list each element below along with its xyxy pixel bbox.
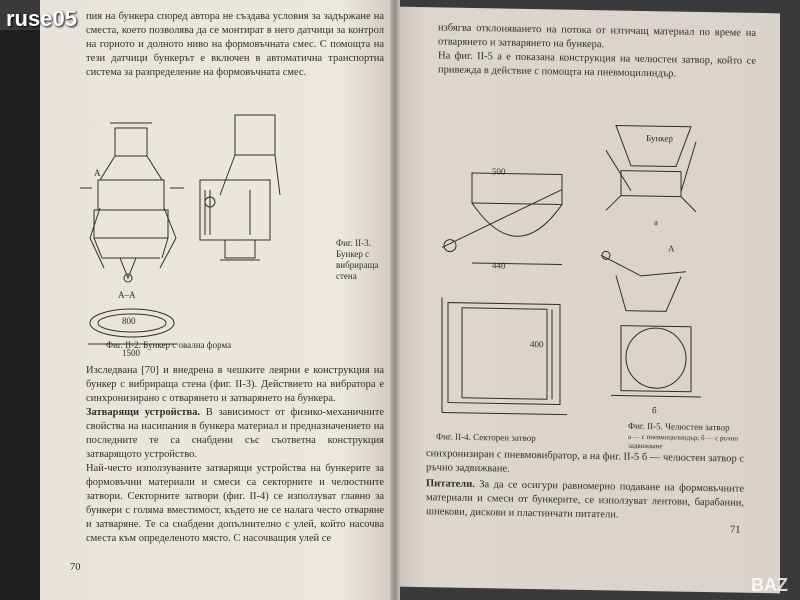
- section-title-closing-devices: Затварящи устройства.: [86, 407, 201, 418]
- figure-ii-2-caption: Фиг. II-2. Бункер с овална форма: [106, 340, 232, 350]
- fig-dim-440: 440: [492, 260, 506, 271]
- left-paragraph-3: Най-често използуваните затварящи устройства на бункерите за формовъчни материали и смеси са секторните и челюстните затвори. Секторните затвори (фиг. II-4) се използуват главно за бункери с голяма вместимост, където не се налага често отваряне и затваряне. Те са снабдени допълнително с улей, който насочва сместа към определеното място. С насочващия улей се: [86, 463, 384, 544]
- left-paragraph-2: [86, 406, 384, 462]
- right-top-paragraph: избягва отклоняването на потока от изтичащ материал по време на отварянето и затварянето на бункера.: [438, 22, 756, 51]
- fig-dim-800: 800: [122, 316, 136, 326]
- left-top-paragraph: пия на бункера според автора не създава условия за задържане на сместа, което позволява да се монтират в него датчици за контрол на горното и долното ниво на формовъчната смес. С помощта на тези датчици бункерът е включен в автоматична транспортна система за разпределение на формовъчната смес.: [86, 11, 384, 78]
- section-title-feeders: Питатели.: [426, 478, 475, 491]
- figure-ii-3-vibrating-wall-bunker: [190, 110, 300, 270]
- left-paragraph-2-text: В зависимост от физико-механичните свойства на насипания в бункера материал и предназначението на последните те са снабдени със съответна конструкция затварящото устройство.: [86, 407, 384, 460]
- right-page-number: 71: [730, 524, 741, 536]
- figure-ii-4-caption: Фиг. II-4. Секторен затвор: [436, 431, 536, 444]
- fig-label-b-sub: б: [652, 405, 657, 416]
- figure-ii-5-caption: Фиг. II-5. Челюстен затвор: [628, 420, 730, 433]
- right-page: [396, 7, 780, 594]
- figure-ii-5-subcaption: а — с пневмоцилиндър; б — с ръчно задвижване: [628, 432, 738, 451]
- right-paragraph-3: синхронизиран с пневмовибратор, а на фиг. II-5 б — челюстен затвор с ръчно задвижване.: [426, 448, 744, 475]
- fig-label-a-sub: а: [654, 217, 658, 228]
- fig-label-section-aa: A–A: [118, 290, 136, 300]
- figure-ii-3-caption: Фиг. II-3. Бункер с вибрираща стена: [336, 238, 379, 281]
- fig-label-a: A: [94, 168, 101, 178]
- fig-dim-500: 500: [492, 166, 506, 177]
- fig-dim-1500: 1500: [122, 348, 140, 358]
- left-paragraph-1: Изследвана [70] и внедрена в чешките леярни е конструкция на бункер с вибрираща стена (фиг. II-3). Действието на вибратора е синхронизирано с отварянето и затварянето на бункера.: [86, 365, 384, 404]
- left-page-number: 70: [70, 562, 81, 573]
- right-paragraph-2: На фиг. II-5 а е показана конструкция на челюстен затвор, който се привежда в действие с помощта на пневмоцилиндър.: [438, 50, 756, 80]
- right-paragraph-4: [426, 477, 744, 525]
- book-gutter: [390, 0, 400, 600]
- fig-label-bunker: Бункер: [646, 133, 673, 144]
- figure-ii-2-oval-bunker: [80, 118, 200, 358]
- figure-ii-4-sector-gate: [432, 157, 572, 429]
- fig-dim-400: 400: [530, 338, 544, 350]
- fig-label-A: A: [668, 243, 675, 254]
- right-paragraph-4-text: За да се осигури равномерно подаване на формовъчните материали и смеси от бункерите, се използуват лентови, барабанни, шнекови, дискови и пластинчати питатели.: [426, 479, 745, 521]
- book-cover-edge: [0, 30, 40, 600]
- watermark-bottom-right: BAZ: [751, 575, 788, 595]
- left-page: [40, 0, 396, 600]
- figure-ii-5-jaw-gate: [596, 110, 716, 402]
- watermark-logo: ruse05: [6, 6, 77, 31]
